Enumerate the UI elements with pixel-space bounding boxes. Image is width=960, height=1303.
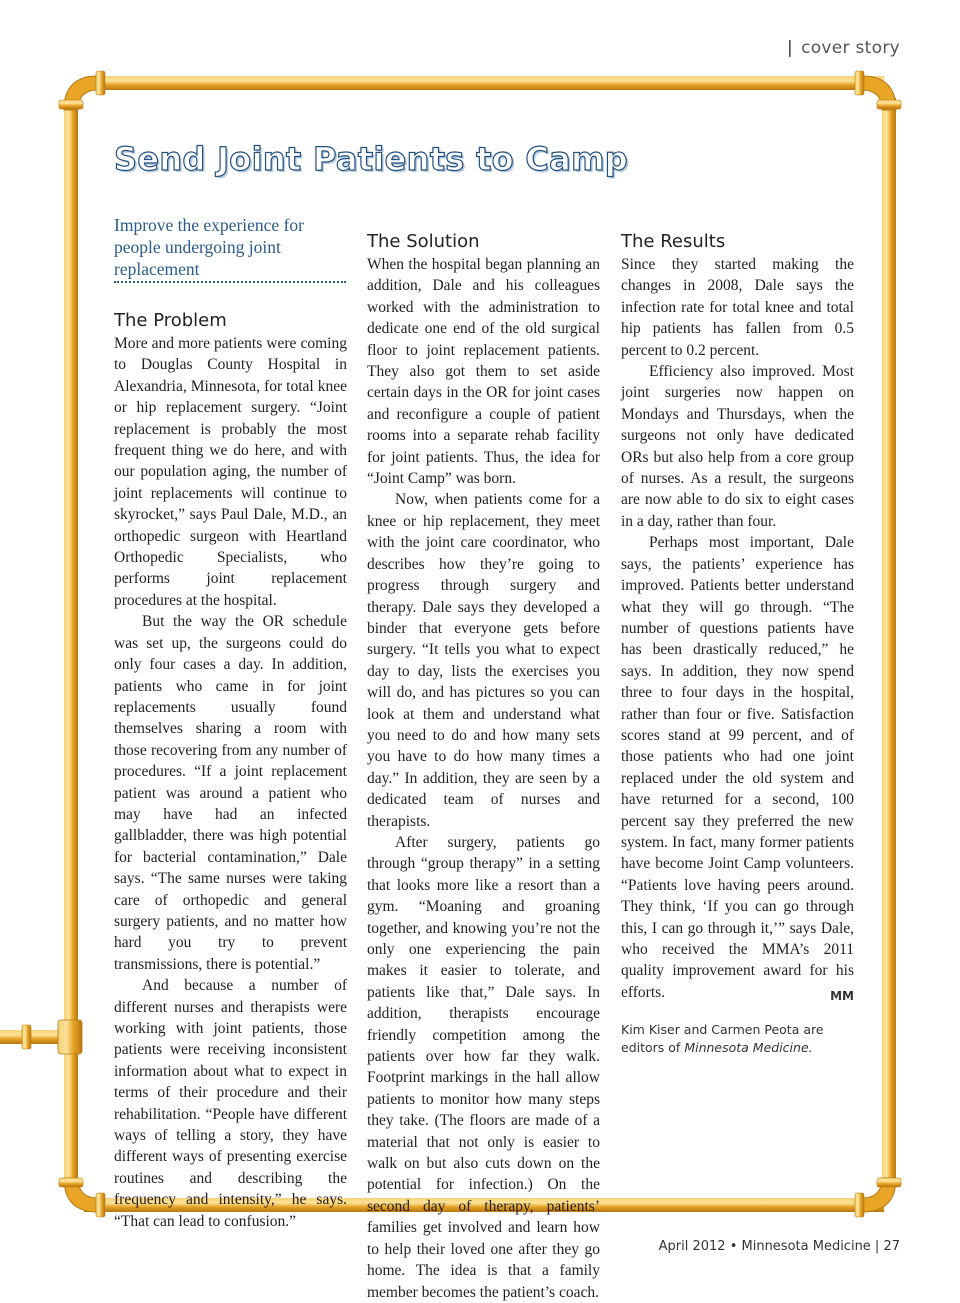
article-deck: Improve the experience for people undergoing joint replacement [114, 215, 304, 279]
results-heading: The Results [621, 231, 726, 252]
section-label: cover story [801, 38, 900, 58]
end-mark: MM [830, 988, 854, 1003]
problem-paragraph-1: More and more patients were coming to Douglas County Hospital in Alexandria, Minnesota, for total knee or hip replacement surgery. “Joint replacement is probably the most frequent thing we do here, and with our population aging, the number of joint replacements will continue to skyrocket,” says Paul Dale, M.D., an orthopedic surgeon with Heartland Orthopedic Specialists, who performs joint replacement procedures at the hospital. [114, 335, 347, 609]
solution-paragraph-3: After surgery, patients go through “group therapy” in a setting that looks more like a resort than a gym. “Moaning and groaning together, and knowing you’re not the only one experiencing the pain makes it easier to tolerate, and patients like that,” Dale says. In addition, therapists encourage friendly competition among the patients over how far they walk. Footprint markings in the hall allow patients to monitor how many steps they take. (The floors are made of a material that not only is easier to walk on but also cuts down on the potential for infection.) On the second day of therapy, patients’ families get involved and learn how to help their loved one after they go home. The idea is that a family member becomes the patient’s coach. [367, 833, 600, 1301]
solution-paragraph-2: Now, when patients come for a knee or hip replacement, they meet with the joint care coordinator, who describes how they’re going to progress through surgery and therapy. Dale says they developed a binder that everyone gets before surgery. “It tells you what to expect day to day, lists the exercises you will do, and has pictures so you can look at them and understand what you need to do and how many sets you have to do how many times a day.” In addition, they are seen by a dedicated team of nurses and therapists. [367, 491, 600, 830]
results-paragraph-3-text: Perhaps most important, Dale says, the patients’ experience has improved. Patients better understand what they will go through. “The number of questions patients have has been drastically reduced,” he says. In addition, they now spend three to four days in the hospital, rather than four or five. Satisfaction scores stand at 99 percent, and of those patients who had one joint replaced under the old system and have returned for a second, 100 percent say they preferred the new system. In fact, many former patients have become Joint Camp volunteers. “Patients love having peers around. They think, ‘If you can go through this, I can go through it,’” says Dale, who received the MMA’s 2011 quality improvement award for his efforts. [621, 534, 854, 1001]
solution-heading: The Solution [367, 231, 480, 252]
column-2 [367, 220, 600, 1303]
page-footer: April 2012 • Minnesota Medicine | 27 [658, 1239, 900, 1254]
author-credit [621, 1021, 854, 1057]
problem-paragraph-3: And because a number of different nurses and therapists were working with joint patients, those patients were receiving inconsistent information about what to expect in terms of their procedure and their rehabilitation. “People have different ways of telling a story, they have different ways of presenting exercise routines and describing the frequency and intensity,” he says. “That can lead to confusion.” [114, 977, 347, 1230]
column-3 [621, 220, 854, 1057]
credit-publication: Minnesota Medicine. [684, 1040, 813, 1056]
problem-heading: The Problem [114, 310, 227, 331]
solution-paragraph-1: When the hospital began planning an addition, Dale and his colleagues worked with the administration to dedicate one end of the old surgical floor to joint replacement patients. They also got them to set aside certain days in the OR for joint cases and reconfigure a couple of patient rooms into a separate rehab facility for joint patients. Thus, the idea for “Joint Camp” was born. [367, 256, 600, 488]
credit-text: Kim Kiser and Carmen Peota are editors of [621, 1022, 824, 1056]
dotted-divider [114, 280, 346, 283]
article-title: Send Joint Patients to Camp [114, 140, 628, 178]
section-divider: | [787, 38, 794, 58]
column-1 [114, 212, 347, 1232]
results-paragraph-2: Efficiency also improved. Most joint surgeries now happen on Mondays and Thursdays, when the surgeons not only have dedicated ORs but also help from a core group of nurses. As a result, the surgeons are now able to do six to eight cases in a day, rather than four. [621, 363, 854, 530]
results-paragraph-1: Since they started making the changes in 2008, Dale says the infection rate for total knee and total hip patients has fallen from 0.5 percent to 0.2 percent. [621, 256, 854, 359]
problem-paragraph-2: But the way the OR schedule was set up, the surgeons could do only four cases a day. In addition, patients who came in for joint replacements usually found themselves sharing a room with those recovering from any number of procedures. “If a joint replacement patient was around a patient who may have had an infected gallbladder, there was high potential for bacterial contamination,” Dale says. “The same nurses were taking care of orthopedic and general surgery patients, and no matter how hard you try to prevent transmissions, there is potential.” [114, 613, 347, 973]
results-paragraph-3 [621, 532, 854, 1003]
